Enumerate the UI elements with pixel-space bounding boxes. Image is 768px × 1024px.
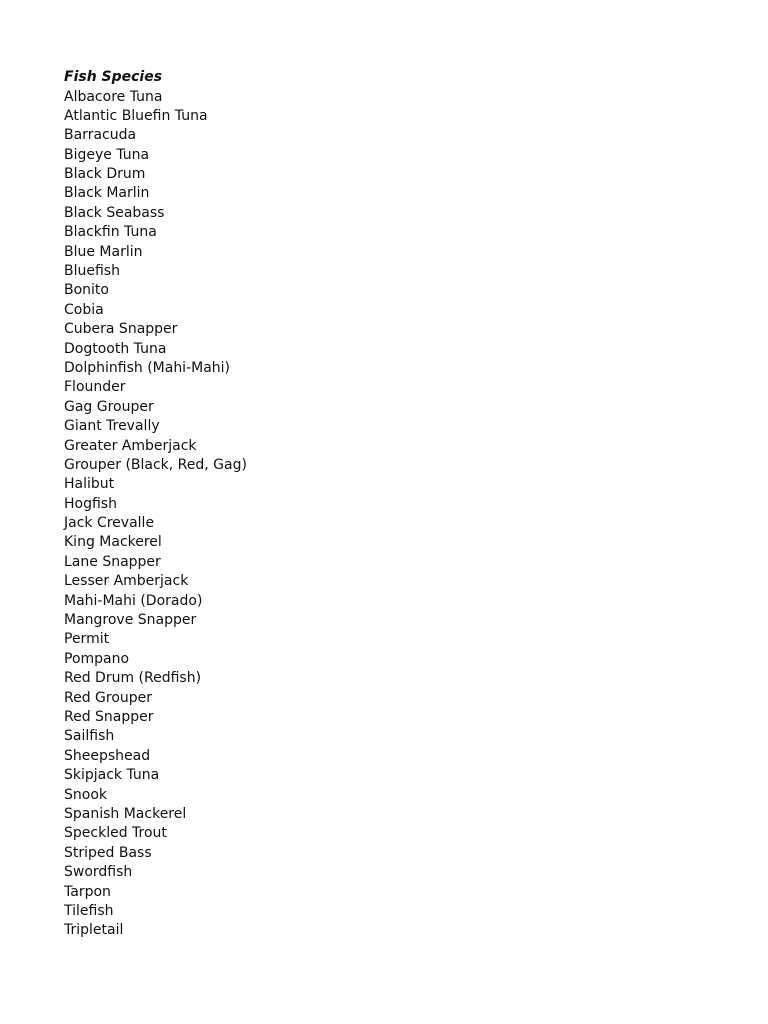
species-item: Flounder	[64, 379, 126, 396]
species-item: Gag Grouper	[64, 398, 154, 415]
species-item: Red Snapper	[64, 709, 154, 725]
species-item: Swordfish	[64, 864, 133, 881]
species-item: Skipjack Tuna	[64, 767, 160, 784]
species-item: Grouper (Black, Red, Gag)	[64, 456, 247, 473]
species-item: Tilefish	[64, 902, 114, 919]
species-item: Black Marlin	[64, 185, 150, 202]
species-item: Striped Bass	[64, 844, 152, 861]
species-item: Albacore Tuna	[64, 88, 163, 105]
species-item: Tripletail	[64, 922, 124, 939]
species-item: Cobia	[64, 301, 104, 318]
species-item: Blackfin Tuna	[64, 224, 157, 241]
species-item: Red Drum (Redfish)	[64, 670, 202, 687]
species-item: Sheepshead	[64, 747, 151, 764]
species-item: Bonito	[64, 282, 109, 299]
species-item: Sailfish	[64, 728, 115, 745]
species-item: Jack Crevalle	[64, 515, 155, 532]
species-item: Greater Amberjack	[64, 437, 197, 454]
list-title: Fish Species	[64, 69, 163, 85]
species-item: Lesser Amberjack	[64, 573, 189, 590]
species-list	[64, 88, 704, 941]
species-item: Black Seabass	[64, 204, 165, 221]
species-item: Bluefish	[64, 263, 120, 280]
species-item: Giant Trevally	[64, 418, 160, 435]
species-item: Mahi-Mahi (Dorado)	[64, 592, 203, 609]
species-item: Lane Snapper	[64, 553, 161, 570]
species-item: Tarpon	[64, 883, 111, 900]
species-item: Snook	[64, 786, 107, 803]
species-item: Barracuda	[64, 127, 137, 144]
species-item: Hogfish	[64, 495, 117, 512]
species-item: Permit	[64, 631, 110, 648]
species-item: Red Grouper	[64, 689, 153, 706]
species-item: Halibut	[64, 476, 115, 493]
species-item: Pompano	[64, 650, 130, 667]
document-page	[64, 68, 704, 941]
species-item: Spanish Mackerel	[64, 805, 187, 822]
species-item: Dolphinfish (Mahi-Mahi)	[64, 359, 231, 376]
species-item: Cubera Snapper	[64, 321, 178, 338]
species-item: King Mackerel	[64, 534, 162, 551]
species-item: Bigeye Tuna	[64, 146, 150, 163]
species-item: Speckled Trout	[64, 825, 167, 842]
species-item: Black Drum	[64, 166, 146, 183]
species-item: Blue Marlin	[64, 243, 143, 260]
species-item: Dogtooth Tuna	[64, 340, 167, 357]
species-item: Mangrove Snapper	[64, 612, 197, 629]
species-item: Atlantic Bluefin Tuna	[64, 107, 208, 124]
